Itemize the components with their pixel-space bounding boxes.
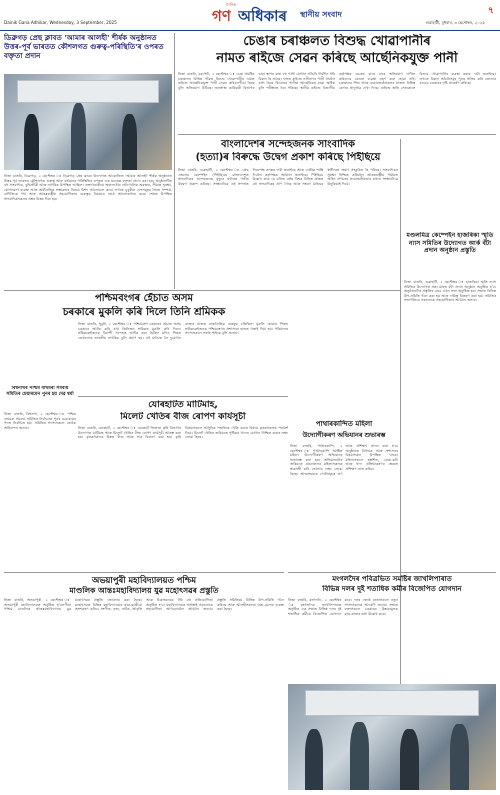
west-bengal-headline-1: পশ্চিমবংগৰ হেঁচাত অসম [94, 293, 194, 304]
masthead-title-left: গণ [212, 7, 231, 25]
jorhat-body: নিজা বাতৰি, যোৰহাট, ২ ছেপ্টেম্বৰ ঃ যোৰহাট জিলাত কৃষি বিভাগৰ উদ্যোগত মাটিমাহ আৰু মিলেট খেতিৰ বীজ ৰোপণ কাৰ্যসূচী আৰম্ভ কৰা হয়। কৃষকসকলক উন্নত বীজ আৰু সাৰ বিতৰণ কৰা হয়। কৃষি বিষয়াসকলে আধুনিক পদ্ধতিৰে খেতি কৰাৰ বিষয়ে কৃষকসকলক পৰামৰ্শ দিয়ে। মিলেট খেতিৰ জৰিয়তে পুষ্টিকৰ খাদ্যৰ যোগান নিশ্চিত কৰাৰ লক্ষ্য লোৱা হৈছে। [78, 426, 288, 440]
jorhat-headline-2: মিলেট খেতিৰ বীজ ৰোপণ কাৰ্যসূচী [120, 412, 246, 422]
top-headline-1: চেঙাৰ চৰাঞ্চলত বিশুদ্ধ খোৱাপানীৰ [243, 34, 431, 49]
top-story-body: নিজা বাতৰি, বৰপেটা, ২ ছেপ্টেম্বৰ ঃ চেঙা সমষ্টিৰ চৰাঞ্চলৰ বিভিন্ন গাঁৱত বিশুদ্ধ খোৱাপানীৰ নামত ৰাইজে আৰ্ছেনিকযুক্ত পানী সেৱন কৰিবলগীয়া হৈছে বুলি অভিযোগ উঠিছে। জনস্বাস্থ্য কাৰিকৰী বিভাগৰ দ্বাৰা স্থাপন কৰা বহু পানী যোগান আঁচনি দীৰ্ঘদিন ধৰি বিকল হৈ আছে। ফলত ৰাইজে নলীনাদৰ পানী খাবলৈ বাধ্য হৈছে যিবোৰৰ পানীত আৰ্ছেনিকৰ মাত্ৰা অধিক বুলি পৰীক্ষাত ধৰা পৰিছে। স্থানীয় ৰাইজে বিভাগীয় কৰ্তৃপক্ষৰ ওচৰত বাৰে বাৰে অভিযোগ দাখিল কৰিলেও কোনো ব্যৱস্থা গ্ৰহণ কৰা হোৱা নাই। চৰাঞ্চলৰ শিশু আৰু বয়োজ্যেষ্ঠসকলৰ মাজত বিভিন্ন ৰোগৰ প্ৰাদুৰ্ভাৱ দেখা দিছে। ৰাইজে অতি সোনকালে বিশুদ্ধ খোৱাপানীৰ ব্যৱস্থা কৰাৰ দাবী জনাইছে। লগতে বিকল আঁচনিসমূহ পুনৰ সক্ৰিয় কৰি তোলাৰ বাবেও চৰকাৰৰ দৃষ্টি আকৰ্ষণ কৰিছে। [178, 72, 496, 90]
dibrugarh-photo [4, 74, 172, 170]
west-bengal-headline-2: চৰকাৰে মুকলি কৰি দিলে তিনি শ্ৰমিকক [62, 306, 226, 318]
jorhat-headline-1: যোৰহাটত মাটিমাহ, [148, 400, 218, 410]
mandal-body: নিজা বাতৰি, গুৱাহাটী, ২ ছেপ্টেম্বৰ ঃ হাজৰিকা স্মৃতি ন্যাস সমিতিৰ উদ্যোগত অহা মাহত বঁটা প্ৰদান অনুষ্ঠান অনুষ্ঠিত হ'ব। অনুষ্ঠানটোৰ প্ৰস্তুতিৰ বাবে এখন সভা অনুষ্ঠিত হয়। সভাত বিভিন্ন উপ-সমিতি গঠন কৰা হয় আৰু দায়িত্ব বিতৰণ কৰা হয়। সমিতিৰ সভাপতিয়ে সকলোকে সহযোগিতাৰ আহ্বান জনায়। [404, 280, 496, 303]
mandal-headline: মণ্ডলমিত্ৰ কেম্পেইন হাজৰিকা স্মৃতি ন্যাস সমিতিৰ উদ্যোগত আৰ্ক বঁটা প্ৰদান অনুষ্ঠান প্ৰস্তুতি [406, 232, 494, 255]
mangaldai-headline-2: বিভিন্ন দলৰ দুই শতাধিক কৰ্মীৰ বিজেপিত যোগদান [322, 585, 462, 593]
mahavidyalaya-headline-1: অভয়াপুৰী মহাবিদ্যালয়ত পশ্চিম [91, 575, 197, 585]
sidebar-left-headline: বিশ্বনাথৰ পশ্চিম বাঘমৰা সমবায় সমিতিৰ চেয়াৰমেন পুনৰ হয় দেৱ শ্বৰ্মা [6, 386, 74, 397]
section-label: স্থানীয় সংবাদ [300, 10, 342, 19]
mangaldai-photo [288, 684, 496, 790]
pathar-headline-2: উদ্যোগীকৰণ অভিযানৰ শুভাৰম্ভ [302, 431, 386, 439]
sidebar-left-body: নিজা বাতৰি, বিশ্বনাথ, ২ ছেপ্টেম্বৰ ঃ পশ্চিম বাঘমৰা সমবায় সমিতিৰ নিৰ্বাচনত পুনৰ চেয়াৰমেন পদত নিৰ্বাচিত হয়। সমিতিৰ সদস্যসকলে তেওঁক অভিনন্দন জনায়। [4, 412, 76, 430]
dibrugarh-body: নিজা বাতৰি, ডিব্ৰুগড়, ২ ছেপ্টেম্বৰ ঃ ডিব্ৰুগড় প্ৰেছ ক্লাবৰ উদ্যোগত আয়োজিত 'আমাৰ আলহী' শীৰ্ষক অনুষ্ঠানত উত্তৰ-পূৰ্ব ভাৰতৰ কৌশলগত গুৰুত্ব আৰু বৰ্তমানৰ পৰিস্থিতিৰ ওপৰত এক মনোজ্ঞ বক্তৃতা প্ৰদান কৰা হয়। অনুষ্ঠানটিত বহু সাংবাদিক, বুদ্ধিজীৱী আৰু নাগৰিক উপস্থিত আছিল। বক্তাগৰাকীয়ে অঞ্চলটোৰ ভৌগোলিক অৱস্থান, সীমান্ত সুৰক্ষা, যোগাযোগ ব্যৱস্থা আৰু অৰ্থনৈতিক সম্ভাৱনাৰ বিষয়ে বিশদ আলোচনা কৰে। লগতে চুবুৰীয়া দেশসমূহৰ সৈতে সম্পৰ্ক, বাণিজ্যিক পথ আৰু আন্তঃৰাষ্ট্ৰীয় সহযোগিতাৰ গুৰুত্বৰ বিষয়েও তেওঁ আলোকপাত কৰে। শেষত উপস্থিত সাংবাদিকসকলৰ প্ৰশ্নৰ উত্তৰ দিয়া হয়। [4, 174, 172, 201]
dibrugarh-headline: ডিব্ৰুগড় প্ৰেছ ক্লাবত 'আমাৰ আলহী' শীৰ্ষক অনুষ্ঠানত উত্তৰ-পূৰ্ব ভাৰতত কৌশলগত গুৰুত্ব-পৰিস্থিতি'ৰ ওপৰত বক্তৃতা প্ৰদান [4, 33, 164, 60]
bangladesh-headline-1: বাংলাদেশৰ সন্দেহজনক সাংবাদিক [220, 139, 356, 150]
pathar-headline-1: পাথাৰকান্দিত মহিলা [315, 420, 373, 428]
page-number: ৭ [488, 6, 494, 16]
mahavidyalaya-body: নিজা বাতৰি, অভয়াপুৰী, ২ ছেপ্টেম্বৰ ঃ অভয়াপুৰী মহাবিদ্যালয়ত অনুষ্ঠিত হ'বলগীয়া পশ্চিম মাণ্ডলিক আন্তঃমহাবিদ্যালয় যুৱ মহোৎসৱৰ প্ৰস্তুতি জোৰদাৰ কৰা হৈছে। মহোৎসৱত বিভিন্ন মহাবিদ্যালয়ৰ ছাত্ৰ-ছাত্ৰীয়ে অংশগ্ৰহণ কৰিব। সংগীত, নৃত্য, নাটক, আবৃত্তি আৰু চিত্ৰাংকনকে ধৰি বহু প্ৰতিযোগিতা অনুষ্ঠিত হ'ব। মহাবিদ্যালয়ৰ অধ্যক্ষই সকলোকে সহযোগিতা আগবঢ়াবলৈ আহ্বান জনায়। প্ৰস্তুতি সমিতিয়ে বিভিন্ন উপ-সমিতি গঠন কৰিছে আৰু আলহীসকলৰ থকা-মেলাৰ ব্যৱস্থা কৰা হৈছে। [4, 598, 284, 612]
pathar-body: নিজা বাতৰি, পাথাৰকান্দি, ২ ছেপ্টেম্বৰ ঃ পাথাৰকান্দি সমষ্টিত মহিলা উদ্যোগীকৰণ অভিযানৰ শুভাৰম্ভ কৰা হয়। অভিযানটোৰ জৰিয়তে গ্ৰাম্যাঞ্চলৰ মহিলাসকলক স্বাৱলম্বী কৰি তোলাৰ লক্ষ্য লোৱা হৈছে। আত্মসহায়ক গোটসমূহক ঋণ আৰু প্ৰশিক্ষণ প্ৰদান কৰা হ'ব। অনুষ্ঠানত বিধায়ক আৰু প্ৰশাসনৰ বিষয়াসকল উপস্থিত থাকে। মহিলাসকলে হস্তশিল্প, বোৱা-কটা আৰু খাদ্য প্ৰক্ৰিয়াকৰণৰ ক্ষেত্ৰত প্ৰশিক্ষণ লাভ কৰিব। [290, 444, 398, 476]
mangaldai-body: নিজা বাতৰি, মংগলদৈ, ২ ছেপ্টেম্বৰ ঃ মংগলদৈৰ জাখলিপাৰাত অনুষ্ঠিত এক সভাত বিভিন্ন দলৰ দুই শতাধিক কৰ্মীয়ে বিজেপিত যোগদান কৰে। দলৰ জ্যেষ্ঠ নেতাসকলে নতুন সদস্যসকলক আদৰণি জনায়। সভাত বক্তাসকলে চৰকাৰৰ উন্নয়নমূলক কাম-কাজৰ কথা উল্লেখ কৰে। [288, 598, 398, 616]
masthead-title-right: অধিকাৰ [238, 7, 287, 25]
bangladesh-body: নিজা বাতৰি, গুৱাহাটী, ২ ছেপ্টেম্বৰ ঃ প্ৰেছ এম্বলেম কেম্পেইন (পিইছি)য়ে বাংলাদেশত সাংবাদিকৰ সন্দেহজনক মৃত্যুৰ ঘটনাত গভীৰ উদ্বেগ প্ৰকাশ কৰিছে। সংস্থাটোৱে এই সন্দৰ্ভত নিৰপেক্ষ তদন্তৰ দাবী জনাইছে আৰু দোষীক শাস্তি দিবলৈ কৰ্তৃপক্ষক আহ্বান জনাইছে। পিইছিয়ে উল্লেখ কৰে যে চলিত বৰ্ষত বিশ্বৰ বিভিন্ন প্ৰান্তত বহু সাংবাদিকৰ প্ৰাণ গৈছে আৰু সংবাদ মাধ্যমৰ স্বাধীনতা ক্ৰমাৎ সংকুচিত হৈ পৰিছে। সাংবাদিকৰ সুৰক্ষা নিশ্চিত কৰিবলৈ আন্তঃৰাষ্ট্ৰীয় পৰ্যায়ত আইন প্ৰণয়নৰ প্ৰয়োজনীয়তাৰ কথাও সংস্থাটোৱে উনুকিয়াই দিয়ে। [178, 168, 398, 186]
bangladesh-headline-2: (হত্যা)ৰ বিৰুদ্ধে উদ্বেগ প্ৰকাশ কৰিছে পিইছিয়ে [195, 152, 381, 163]
masthead [0, 0, 500, 30]
paper-line: Dainik Gana Adhikar, Wednesday, 3 September, 2025 [4, 20, 117, 25]
top-headline-2: নামত ৰাইজে সেৱন কৰিছে আৰ্ছেনিকযুক্ত পানী [216, 51, 458, 66]
masthead-small-label: দৈনিক [226, 2, 237, 7]
mahavidyalaya-headline-2: মাণ্ডলিক আন্তঃমহাবিদ্যালয় যুৱ মহোৎসৱৰ প্ৰস্তুতি [69, 586, 219, 595]
date-line: গুৱাহাটী, বুধবাৰ, ৩ ছেপ্টেম্বৰ, ২০২৫ [425, 20, 485, 25]
mangaldai-headline-1: মংগলদৈৰ পবিত্ৰভিত সমষ্টিৰ জাখলিপাৰাত [332, 575, 452, 583]
west-bengal-body: নিজা বাতৰি, ধুবুৰী, ২ ছেপ্টেম্বৰ ঃ পশ্চিমবংগ চৰকাৰৰ হেঁচাত অসম চৰকাৰে আটক কৰি ৰখা তিনিজন শ্ৰমিকক মুকলি কৰি দিলে। শ্ৰমিককেইজনক বিদেশী সন্দেহত আটক কৰা হৈছিল যদিও পিছত তেওঁলোক ভাৰতীয় নাগৰিক বুলি প্ৰমাণ হয়। এই ঘটনাক লৈ দুয়োখন ৰাজ্যৰ মাজত ৰাজনৈতিক বাকযুদ্ধ চলিছিল। মুকলি হোৱাৰ পিছত শ্ৰমিককেইজনক পশ্চিমবংগৰ প্ৰশাসনৰ হাতত গতাই দিয়া হয়। পৰিয়ালৰ সদস্যসকলে সকাহ পাইছে বুলি জনায়। [78, 322, 288, 340]
